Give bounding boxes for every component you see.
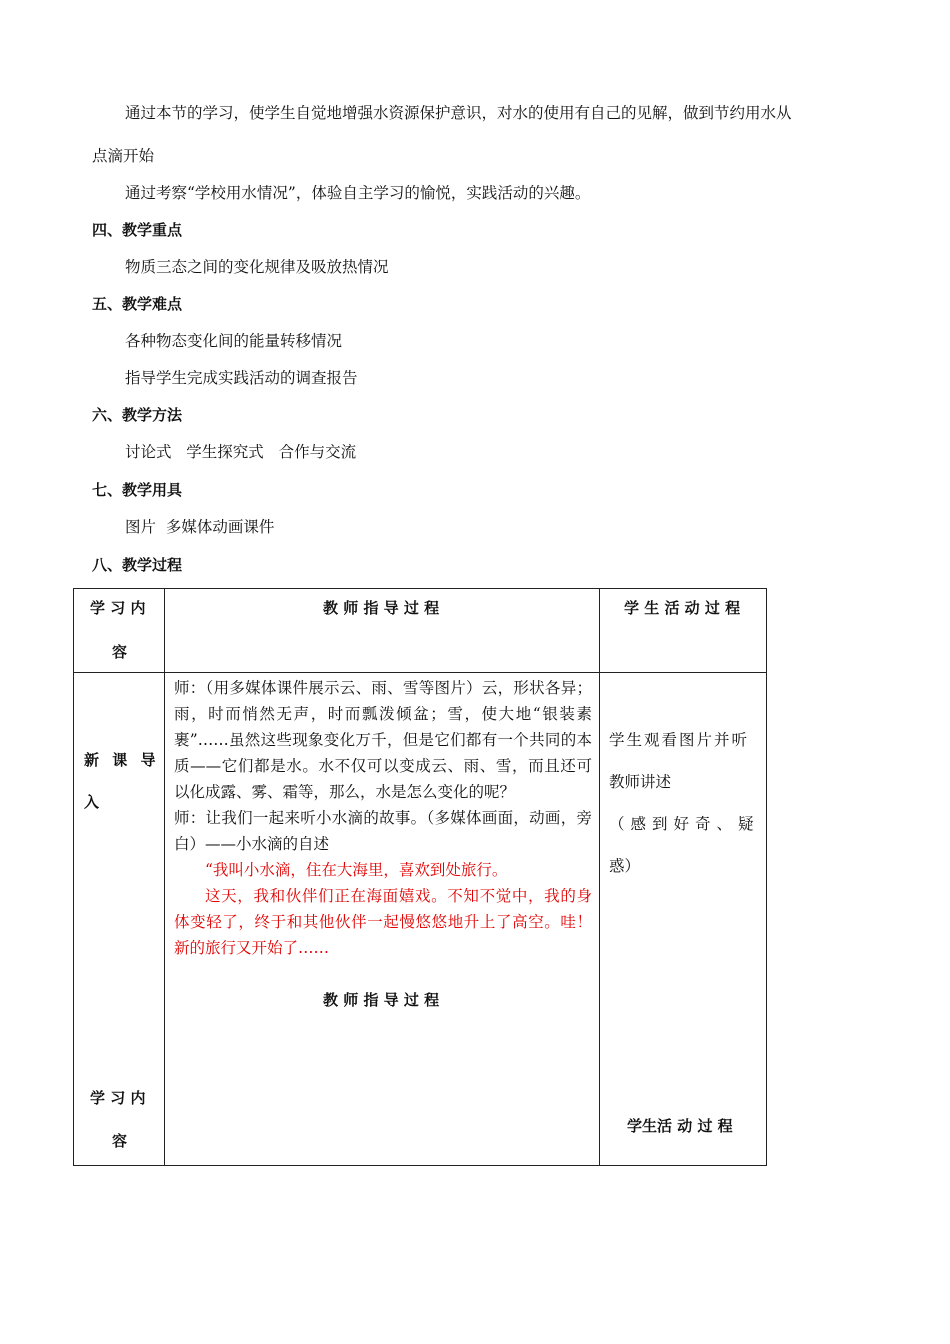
- row-content-repeat-line-2: 容: [112, 1132, 128, 1150]
- header-teacher: 教 师 指 导 过 程: [323, 599, 440, 617]
- row-teacher-cell: [165, 673, 600, 1166]
- teacher-text-block: [174, 675, 592, 961]
- teacher-repeat-header: 教 师 指 导 过 程: [323, 991, 440, 1009]
- section-7-line-1: 图片 多媒体动画课件: [125, 518, 275, 536]
- section-6-heading: 六、教学方法: [92, 406, 183, 424]
- header-content-line-2: 容: [112, 643, 128, 661]
- section-4-line-1: 物质三态之间的变化规律及吸放热情况: [125, 258, 389, 276]
- row-content-cell: [74, 673, 165, 1166]
- story-paragraph-2: 这天，我和伙伴们正在海面嬉戏。不知不觉中，我的身体变轻了，终于和其他伙伴一起慢悠悠地升上了高空。哇！新的旅行又开始了……: [174, 887, 592, 957]
- row-student-cell: [600, 673, 767, 1166]
- header-content-line-1: 学 习 内: [90, 599, 146, 617]
- row-content-line-2: 入: [84, 793, 100, 811]
- intro-paragraph-1-line-2: 点滴开始: [92, 147, 155, 165]
- row-content-line-1: 新 课 导: [84, 751, 160, 769]
- section-5-heading: 五、教学难点: [92, 295, 183, 313]
- teacher-paragraph-2: 师：让我们一起来听小水滴的故事。（多媒体画面，动画，旁白）——小水滴的自述: [174, 809, 592, 853]
- header-student-cell: [600, 589, 767, 673]
- intro-paragraph-1-line-1: 通过本节的学习，使学生自觉地增强水资源保护意识，对水的使用有自己的见解，做到节约用水从: [125, 104, 792, 122]
- section-4-heading: 四、教学重点: [92, 221, 183, 239]
- section-6-line-1: 讨论式 学生探究式 合作与交流: [125, 443, 357, 461]
- header-content-cell: [74, 589, 165, 673]
- student-line-1: 学生观看图片并听: [609, 731, 750, 749]
- table-header-row: [74, 589, 767, 673]
- section-7-heading: 七、教学用具: [92, 481, 183, 499]
- student-line-4: 惑）: [609, 857, 641, 875]
- section-5-line-2: 指导学生完成实践活动的调查报告: [125, 369, 358, 387]
- teacher-paragraph-1: 师：（用多媒体课件展示云、雨、雪等图片）云，形状各异；雨，时而悄然无声，时而瓢泼倾盆；雪，使大地“银装素裹”……虽然这些现象变化万千，但是它们都有一个共同的本质——它们都是水。水不仅可以变成云、雨、雪，而且还可以化成露、雾、霜等，那么，水是怎么变化的呢？: [174, 679, 592, 801]
- section-5-line-1: 各种物态变化间的能量转移情况: [125, 332, 343, 350]
- section-8-heading: 八、教学过程: [92, 556, 183, 574]
- header-student: 学 生 活 动 过 程: [624, 599, 741, 617]
- row-content-repeat-line-1: 学 习 内: [90, 1089, 146, 1107]
- story-paragraph-1: “我叫小水滴，住在大海里，喜欢到处旅行。: [205, 861, 508, 879]
- teaching-process-table: [73, 588, 767, 1166]
- student-text-block: [609, 719, 761, 887]
- student-line-3: （感到好奇、疑: [609, 815, 760, 833]
- student-repeat-header: 学生活 动 过 程: [627, 1117, 733, 1135]
- student-line-2: 教师讲述: [609, 773, 672, 791]
- table-row-new-lesson: [74, 673, 767, 1166]
- intro-paragraph-2: 通过考察“学校用水情况”，体验自主学习的愉悦，实践活动的兴趣。: [125, 184, 591, 202]
- header-teacher-cell: [165, 589, 600, 673]
